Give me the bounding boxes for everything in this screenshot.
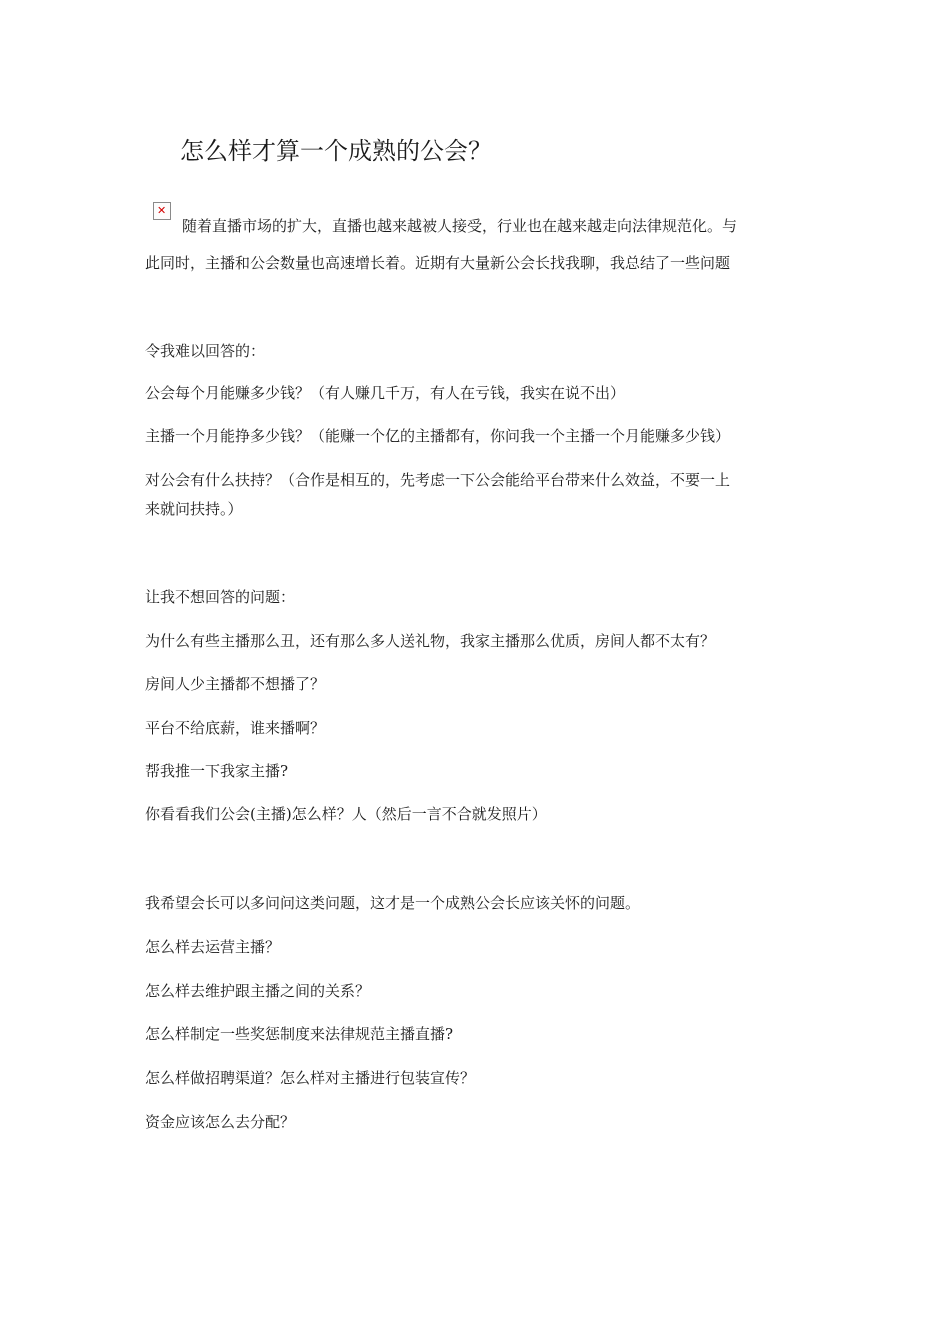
section2-item-2: 房间人少主播都不想播了？ <box>145 675 326 693</box>
section3-item-1: 怎么样去运营主播？ <box>145 938 281 956</box>
section2-item-3: 平台不给底薪，谁来播啊？ <box>145 719 326 737</box>
broken-image-icon: ✕ <box>153 202 171 220</box>
document-title: 怎么样才算一个成熟的公会？ <box>180 137 492 165</box>
section2-heading: 让我不想回答的问题： <box>145 588 296 606</box>
section1-item-2: 主播一个月能挣多少钱？（能赚一个亿的主播都有，你问我一个主播一个月能赚多少钱） <box>145 427 731 445</box>
intro-line-1: 随着直播市场的扩大，直播也越来越被人接受，行业也在越来越走向法律规范化。与 <box>182 217 738 235</box>
section1-item-3-cont: 来就问扶持。） <box>145 500 243 518</box>
section2-item-5: 你看看我们公会(主播)怎么样？人（然后一言不合就发照片） <box>145 805 547 823</box>
section1-item-3: 对公会有什么扶持？（合作是相互的，先考虑一下公会能给平台带来什么效益，不要一上 <box>145 471 731 489</box>
section3-item-5: 资金应该怎么去分配？ <box>145 1113 296 1131</box>
section3-item-4: 怎么样做招聘渠道？怎么样对主播进行包装宣传？ <box>145 1069 476 1087</box>
section2-item-4: 帮我推一下我家主播? <box>145 762 289 780</box>
section1-item-1: 公会每个月能赚多少钱？（有人赚几千万，有人在亏钱，我实在说不出） <box>145 384 626 402</box>
section1-heading: 令我难以回答的： <box>145 342 266 360</box>
section3-item-3: 怎么样制定一些奖惩制度来法律规范主播直播? <box>145 1025 454 1043</box>
section3-item-2: 怎么样去维护跟主播之间的关系？ <box>145 982 371 1000</box>
intro-line-2: 此同时，主播和公会数量也高速增长着。近期有大量新公会长找我聊，我总结了一些问题 <box>145 254 731 272</box>
section3-heading: 我希望会长可以多问问这类问题，这才是一个成熟公会长应该关怀的问题。 <box>145 894 641 912</box>
section2-item-1: 为什么有些主播那么丑，还有那么多人送礼物，我家主播那么优质，房间人都不太有？ <box>145 632 716 650</box>
